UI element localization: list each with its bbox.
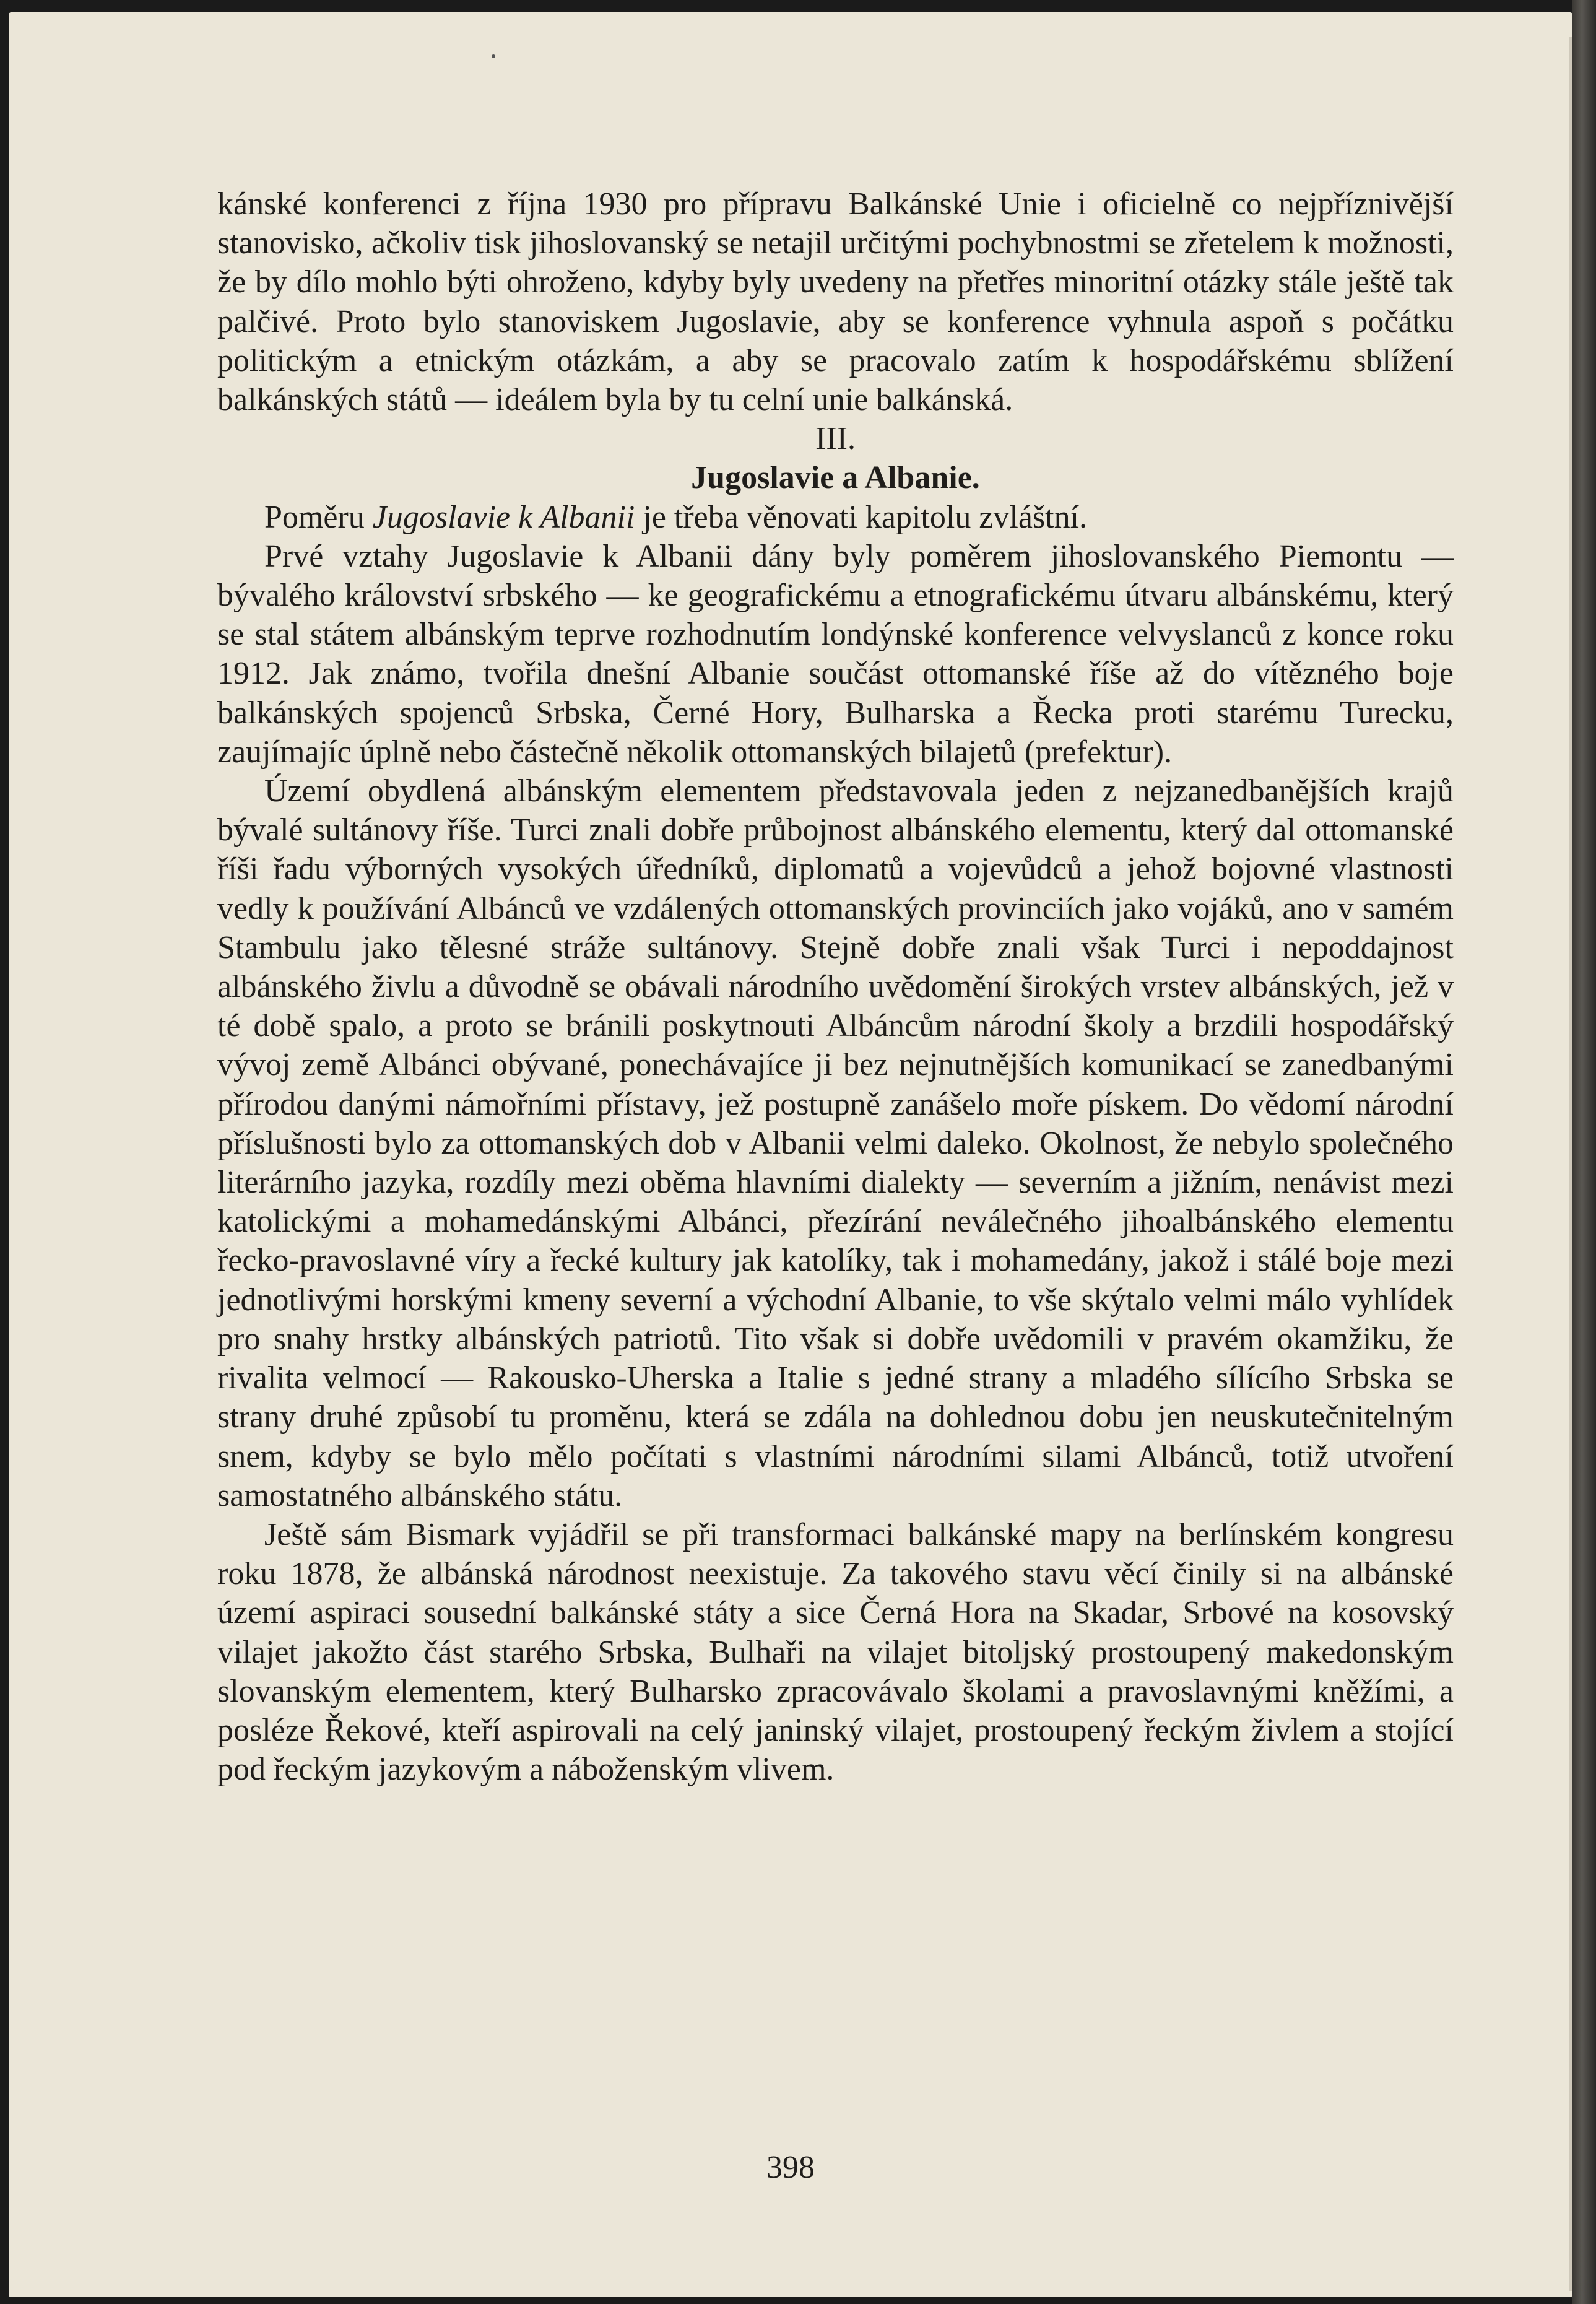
- paragraph-intro: [217, 498, 1454, 537]
- intro-after: je třeba věnovati kapitolu zvláštní.: [635, 499, 1088, 535]
- intro-emphasis: Jugoslavie k Albanii: [372, 499, 635, 535]
- page-number: 398: [766, 2150, 815, 2185]
- paragraph-3: Území obydlená albánským elementem představovala jeden z nejzanedbanějších krajů bývalé sultánovy říše. Turci znali dobře průbojnost albánského elementu, který dal ottomanské říši řadu výborných vysokých úředníků, diplomatů a vojevůdců a jehož bojovné vlastnosti vedly k používání Albánců ve vzdálených ottomanských provinciích jako vojáků, ano v samém Stambulu jako tělesné stráže sultánovy. Stejně dobře znali však Turci i nepoddajnost albánského živlu a důvodně se obávali národního uvědomění širokých vrstev albánských, jež v té době spalo, a proto se bránili poskytnouti Albáncům národní školy a brzdili hospodářský vývoj země Albánci obývané, ponechávajíce ji bez nejnutnějších komunikací se zanedbanými přírodou danými námořními přístavy, jež postupně zanášelo moře pískem. Do vědomí národní příslušnosti bylo za ottomanských dob v Albanii velmi daleko. Okolnost, že nebylo společného literárního jazyka, rozdíly mezi oběma hlavními dialekty — severním a jižním, nenávist mezi katolickými a mohamedánskými Albánci, přezírání neválečného jihoalbánského elementu řecko-pravoslavné víry a řecké kultury jak katolíky, tak i mohamedány, jakož i stálé boje mezi jednotlivými horskými kmeny severní a východní Albanie, to vše skýtalo velmi málo vyhlídek pro snahy hrstky albánských patriotů. Tito však si dobře uvědomili v pravém okamžiku, že rivalita velmocí — Rakousko-Uherska a Italie s jedné strany a mladého sílícího Srbska se strany druhé způsobí tu proměnu, která se zdála na dohlednou dobu jen neuskutečnitelným snem, kdyby se bylo mělo počítati s vlastními národními silami Albánců, totiž utvoření samostatného albánského státu.: [217, 773, 1454, 1513]
- book-page: [9, 12, 1572, 2297]
- intro-before: Poměru: [264, 499, 373, 535]
- page-body: [217, 185, 1454, 1789]
- section-number: III.: [815, 421, 856, 457]
- book-spine: [1572, 0, 1596, 2304]
- speck-mark: [492, 54, 495, 58]
- paragraph-continued: kánské konferenci z října 1930 pro přípravu Balkánské Unie i oficielně co nejpříznivější stanovisko, ačkoliv tisk jihoslovanský se netajil určitými pochybnostmi se zřetelem k možnosti, že by dílo mohlo býti ohroženo, kdyby byly uvedeny na přetřes minoritní otázky stále ještě tak palčivé. Proto bylo stanoviskem Jugoslavie, aby se konference vyhnula aspoň s počátku politickým a etnickým otázkám, a aby se pracovalo zatím k hospodářskému sblížení balkánských států — ideálem byla by tu celní unie balkánská.: [217, 186, 1454, 418]
- paragraph-2: Prvé vztahy Jugoslavie k Albanii dány byly poměrem jihoslovanského Piemontu — bývalého království srbského — ke geografickému a etnografickému útvaru albánskému, který se stal státem albánským teprve rozhodnutím londýnské konference velvyslanců z konce roku 1912. Jak známo, tvořila dnešní Albanie součást ottomanské říše až do vítězného boje balkánských spojenců Srbska, Černé Hory, Bulharska a Řecka proti starému Turecku, zaujímajíc úplně nebo částečně několik ottomanských bilajetů (prefektur).: [217, 538, 1454, 770]
- section-title: Jugoslavie a Albanie.: [691, 460, 980, 496]
- paragraph-4: Ještě sám Bismark vyjádřil se při transformaci balkánské mapy na berlínském kongresu roku 1878, že albánská národnost neexistuje. Za takového stavu věcí činily si na albánské území aspiraci sousední balkánské státy a sice Černá Hora na Skadar, Srbové na kosovský vilajet jakožto část starého Srbska, Bulhaři na vilajet bitoljský prostoupený makedonským slovanským elementem, který Bulharsko zpracovávalo školami a pravoslavnými kněžími, a posléze Řekové, kteří aspirovali na celý janinský vilajet, prostoupený řeckým živlem a stojící pod řeckým jazykovým a náboženským vlivem.: [217, 1516, 1454, 1788]
